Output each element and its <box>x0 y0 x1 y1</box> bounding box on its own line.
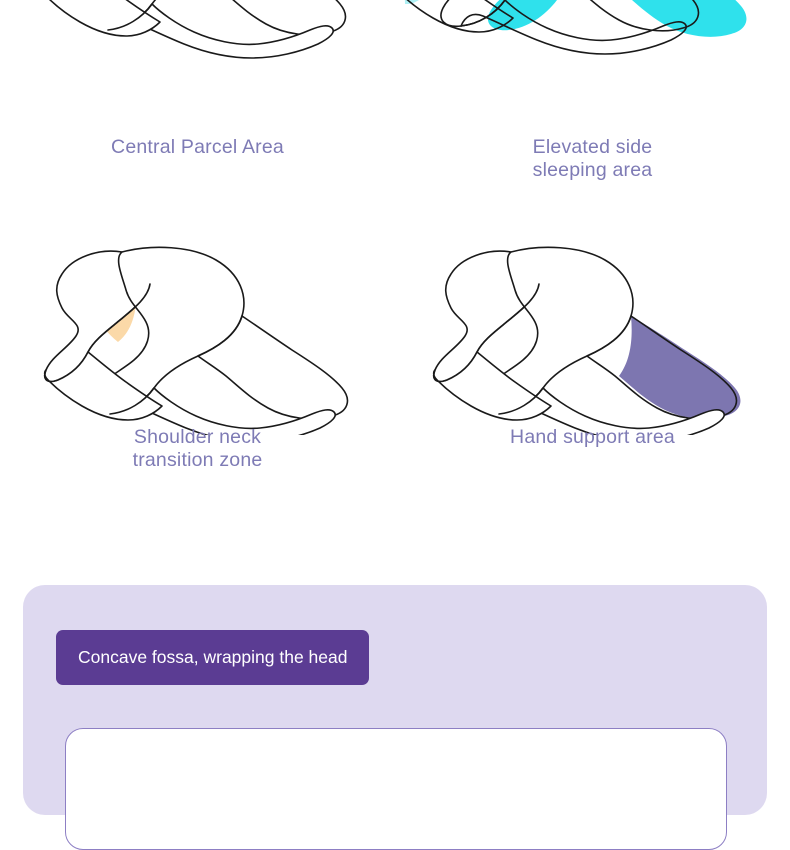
pillow-illustration-hand <box>395 210 790 435</box>
feature-elevated-side-sleeping-area <box>395 0 790 210</box>
caption-line: Elevated side <box>532 136 653 158</box>
caption-line: Hand support area <box>510 426 675 448</box>
feature-hand-support-area <box>395 210 790 500</box>
feature-caption-shoulder <box>0 428 395 470</box>
pillow-illustration-elevated <box>395 0 790 145</box>
caption-line: sleeping area <box>532 158 653 181</box>
panel-image-card <box>65 728 727 850</box>
feature-caption-hand <box>395 428 790 448</box>
pillow-illustration-central <box>0 0 395 145</box>
feature-central-parcel-area <box>0 0 395 210</box>
panel-tag-label: Concave fossa, wrapping the head <box>56 630 369 685</box>
feature-caption-central <box>0 138 395 158</box>
pillow-illustration-shoulder <box>0 210 395 435</box>
caption-line: Shoulder neck <box>133 426 262 448</box>
caption-line: Central Parcel Area <box>111 136 284 158</box>
caption-line: transition zone <box>132 448 263 471</box>
feature-shoulder-neck-transition-zone <box>0 210 395 500</box>
concave-fossa-panel <box>23 585 767 815</box>
feature-caption-elevated <box>395 138 790 180</box>
